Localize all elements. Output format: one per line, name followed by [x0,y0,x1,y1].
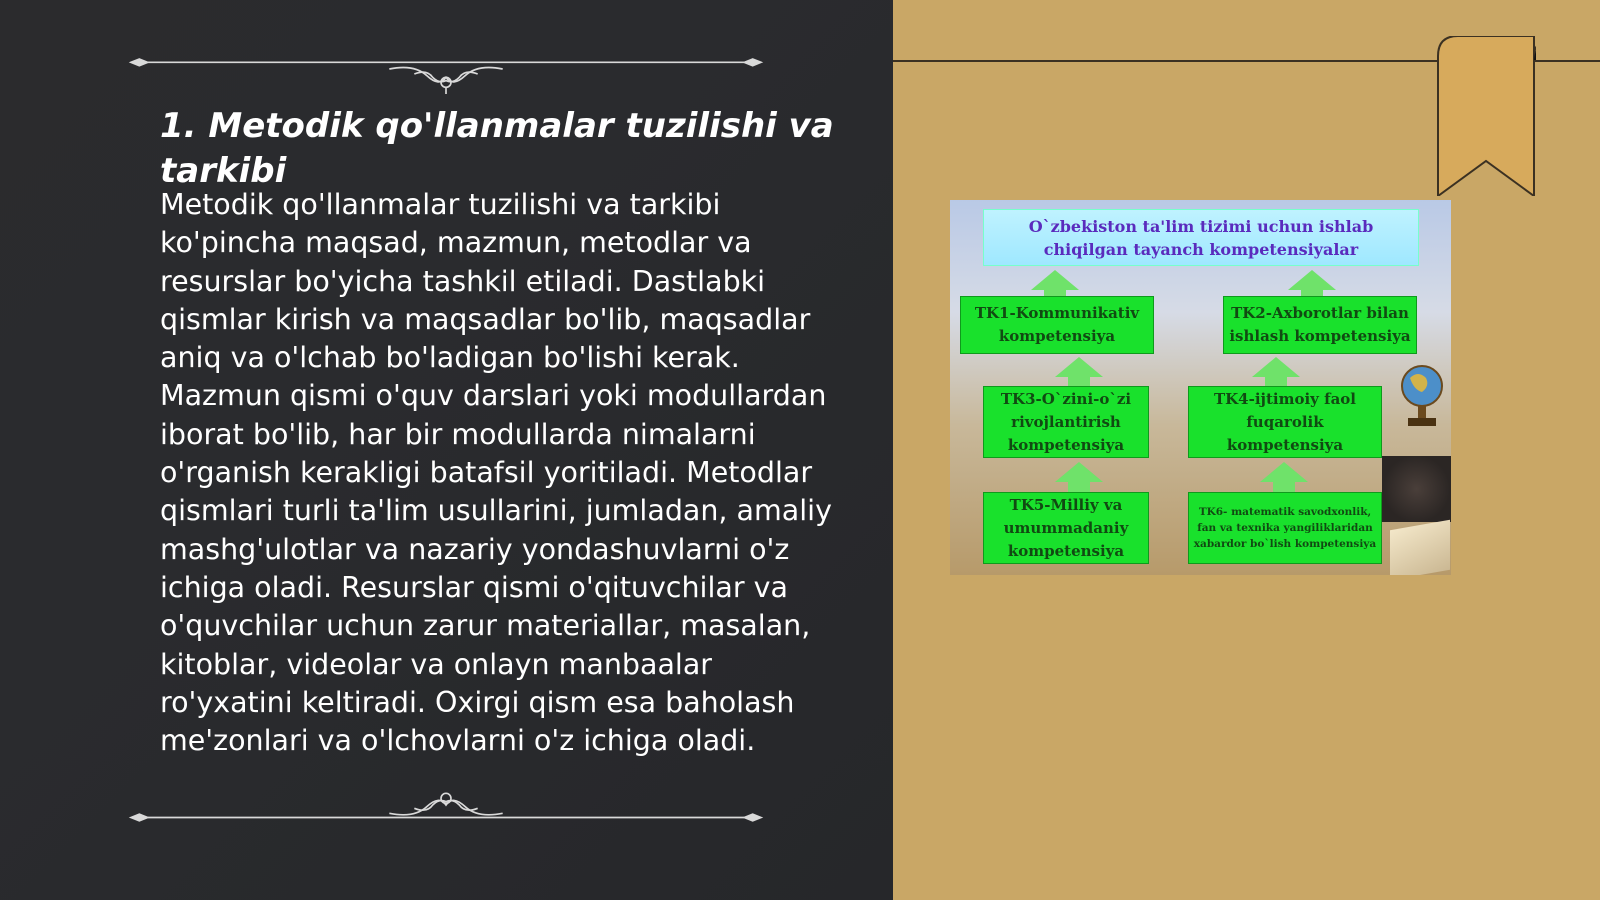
arrow-stem [1068,375,1090,386]
slide-title: 1. Metodik qo'llanmalar tuzilishi va tarkibi [160,106,834,191]
arrow-stem [1265,375,1287,386]
tk6-box: TK6- matematik savodxonlik, fan va texnika yangiliklaridan xabardor bo`lish kompetensiya [1188,492,1382,564]
arrow-stem [1068,480,1090,492]
arrow-up-icon [1031,270,1079,290]
top-ornament [68,44,824,94]
arrow-up-icon [1260,462,1308,482]
arrow-up-icon [1252,357,1300,377]
arrow-up-icon [1055,462,1103,482]
tk1-box: TK1-Kommunikativ kompetensiya [960,296,1154,354]
arrow-stem [1301,288,1323,296]
slide-body-text: Metodik qo'llanmalar tuzilishi va tarkibi ko'pincha maqsad, mazmun, metodlar va resurslar bo'yicha tashkil etiladi. Dastlabki qismlar kirish va maqsadlar bo'lib, maqsadlar aniq va o'lchab bo'ladigan bo'lishi kerak. Mazmun qismi o'quv darslari yoki modullardan iborat bo'lib, har bir modullarda nimalarni o'rganish kerakligi batafsil yoritiladi. Metodlar qismlari turli ta'lim usullarini, jumladan, amaliy mashg'ulotlar va nazariy yondashuvlarni o'z ichiga oladi. Resurslar qismi o'qituvchilar va o'quvchilar uchun zarur materiallar, masalan, kitoblar, videolar va onlayn manbaalar ro'yxatini keltiradi. Oxirgi qism esa baholash me'zonlari va o'lchovlarni o'z ichiga oladi. [160,188,832,758]
diagram-header: O`zbekiston ta'lim tizimi uchun ishlab chiqilgan tayanch kompetensiyalar [983,209,1419,266]
competencies-diagram-image [950,200,1451,575]
book-icon [1390,520,1450,575]
tk2-box: TK2-Axborotlar bilan ishlash kompetensiya [1223,296,1417,354]
arrow-stem [1273,480,1295,492]
arrow-up-icon [1288,270,1336,290]
bookmark-ribbon [1436,36,1536,196]
bottom-ornament [68,780,824,830]
globe-icon [1400,360,1444,430]
tk5-box: TK5-Milliy va umummadaniy kompetensiya [983,492,1149,564]
tk3-box: TK3-O`zini-o`zi rivojlantirish kompetensiya [983,386,1149,458]
decorative-photo [1382,456,1451,522]
tk4-box: TK4-ijtimoiy faol fuqarolik kompetensiya [1188,386,1382,458]
arrow-up-icon [1055,357,1103,377]
arrow-stem [1044,288,1066,296]
